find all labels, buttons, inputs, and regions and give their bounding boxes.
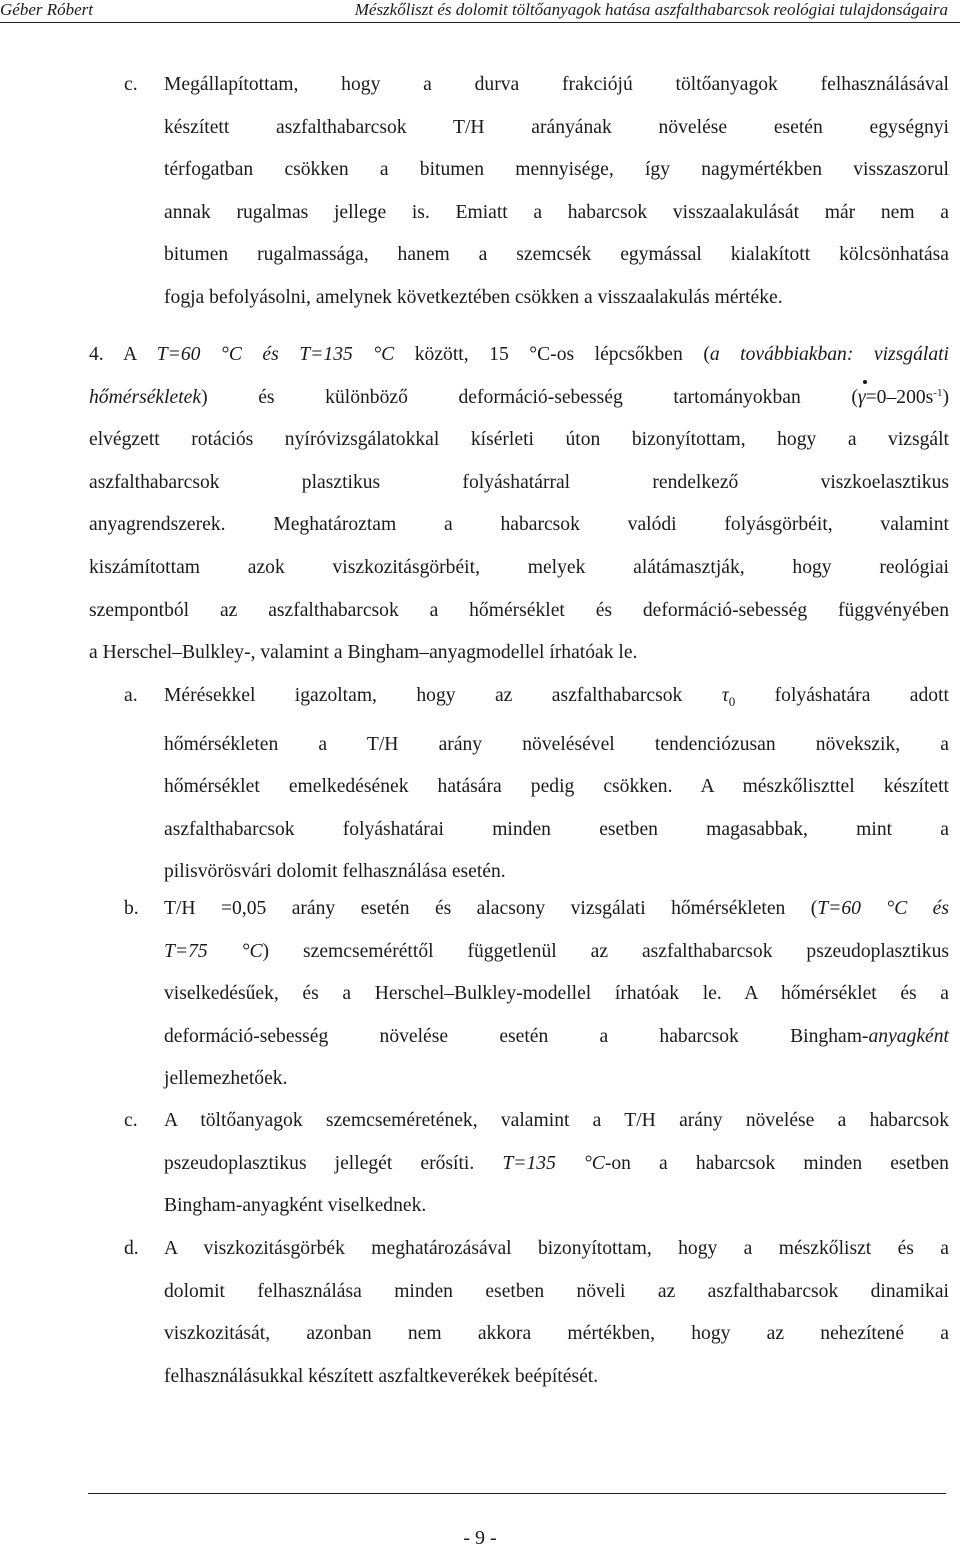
item-label-b: b.: [124, 898, 139, 919]
text-line: bitumen rugalmassága, hanem a szemcsék egymással kialakított kölcsönhatása: [164, 244, 949, 266]
text-line: térfogatban csökken a bitumen mennyisége, így nagymértékben visszaszorul: [164, 159, 949, 181]
shear-rate-symbol: γ: [858, 377, 866, 420]
text-line: anyagrendszerek. Meghatároztam a habarcsok valódi folyásgörbéit, valamint: [89, 514, 949, 536]
text-line: hőmérsékletek) és különböző deformáció-sebesség tartományokban $(\gamma=0-200s^{-1})$: [89, 377, 949, 420]
item-b-text: [164, 888, 949, 1101]
text-line: felhasználásukkal készített aszfaltkeverékek beépítését.: [164, 1365, 599, 1387]
item-c-top-text: [164, 64, 949, 320]
item-label-4: 4.: [89, 344, 104, 365]
text-line: Megállapítottam, hogy a durva frakciójú töltőanyagok felhasználásával: [164, 74, 949, 95]
text-line: aszfalthabarcsok plasztikus folyáshatárral rendelkező viszkoelasztikus: [89, 471, 949, 493]
text-line: aszfalthabarcsok folyáshatárai minden esetben magasabbak, mint a: [164, 818, 949, 840]
text-line: viselkedésűek, és a Herschel–Bulkley-modellel írhatóak le. A hőmérséklet és a: [164, 983, 949, 1005]
text-line: hőmérséklet emelkedésének hatására pedig csökken. A mészkőliszttel készített: [164, 776, 949, 798]
item-c-bottom-text: [164, 1100, 949, 1228]
text-line: elvégzett rotációs nyíróvizsgálatokkal kísérleti úton bizonyítottam, hogy a vizsgált: [89, 429, 949, 451]
header-rule: [0, 22, 960, 23]
text-line: Mérésekkel igazoltam, hogy az aszfalthabarcsok $\tau_0$ folyáshatára adott: [164, 685, 949, 709]
text-line: annak rugalmas jellege is. Emiatt a habarcsok visszaalakulását már nem a: [164, 201, 949, 223]
text-line: dolomit felhasználása minden esetben növeli az aszfalthabarcsok dinamikai: [164, 1280, 949, 1302]
running-header: [0, 0, 960, 22]
text-line: deformáció-sebesség növelése esetén a habarcsok Bingham-anyagként: [164, 1025, 949, 1047]
page-number: - 9 -: [463, 1527, 497, 1549]
item-a-text: [164, 675, 949, 894]
text-line: fogja befolyásolni, amelynek következtében csökken a visszaalakulás mértéke.: [164, 286, 783, 308]
item-d-text: [164, 1228, 949, 1398]
text-line: jellemezhetőek.: [164, 1068, 288, 1090]
yield-stress-symbol: τ: [721, 685, 729, 706]
text-line: kiszámítottam azok viszkozitásgörbéit, melyek alátámasztják, hogy reológiai: [89, 556, 949, 578]
text-line: Bingham-anyagként viselkednek.: [164, 1195, 427, 1217]
text-line: szempontból az aszfalthabarcsok a hőmérséklet és deformáció-sebesség függvényében: [89, 599, 949, 621]
text-line: a Herschel–Bulkley-, valamint a Bingham–anyagmodellel írhatóak le.: [89, 642, 638, 664]
text-line: pszeudoplasztikus jellegét erősíti. T=135 °C-on a habarcsok minden esetben: [164, 1152, 949, 1174]
text-line: pilisvörösvári dolomit felhasználása esetén.: [164, 861, 506, 883]
item-label-d: d.: [124, 1238, 139, 1259]
text-line: T/H =0,05 arány esetén és alacsony vizsgálati hőmérsékleten (T=60 °C és: [164, 898, 949, 919]
header-author: Géber Róbert: [0, 0, 94, 19]
item-label-c-top: c.: [124, 74, 138, 95]
text-line: A viszkozitásgörbék meghatározásával bizonyítottam, hogy a mészkőliszt és a: [164, 1238, 949, 1259]
text-line: 4. A T=60 °C és T=135 °C között, 15 °C-os lépcsőkben (a továbbiakban: vizsgálati: [89, 344, 950, 365]
text-line: hőmérsékleten a T/H arány növelésével tendenciózusan növekszik, a: [164, 733, 949, 755]
text-line: A töltőanyagok szemcseméretének, valamint a T/H arány növelése a habarcsok: [164, 1110, 949, 1131]
header-title: Mészkőliszt és dolomit töltőanyagok hatása aszfalthabarcsok reológiai tulajdonságaira: [354, 0, 948, 19]
temperature-range: T=60 °C és T=135 °C: [156, 344, 395, 365]
text-line: készített aszfalthabarcsok T/H arányának növelése esetén egységnyi: [164, 116, 949, 138]
text-line: T=75 °C) szemcseméréttől függetlenül az aszfalthabarcsok pszeudoplasztikus: [164, 940, 949, 962]
footer-rule: [88, 1493, 946, 1494]
item-label-c-bottom: c.: [124, 1110, 138, 1131]
item-4-text: [89, 334, 949, 675]
text-line: viszkozitását, azonban nem akkora mértékben, hogy az nehezítené a: [164, 1323, 949, 1345]
item-label-a: a.: [124, 685, 138, 706]
